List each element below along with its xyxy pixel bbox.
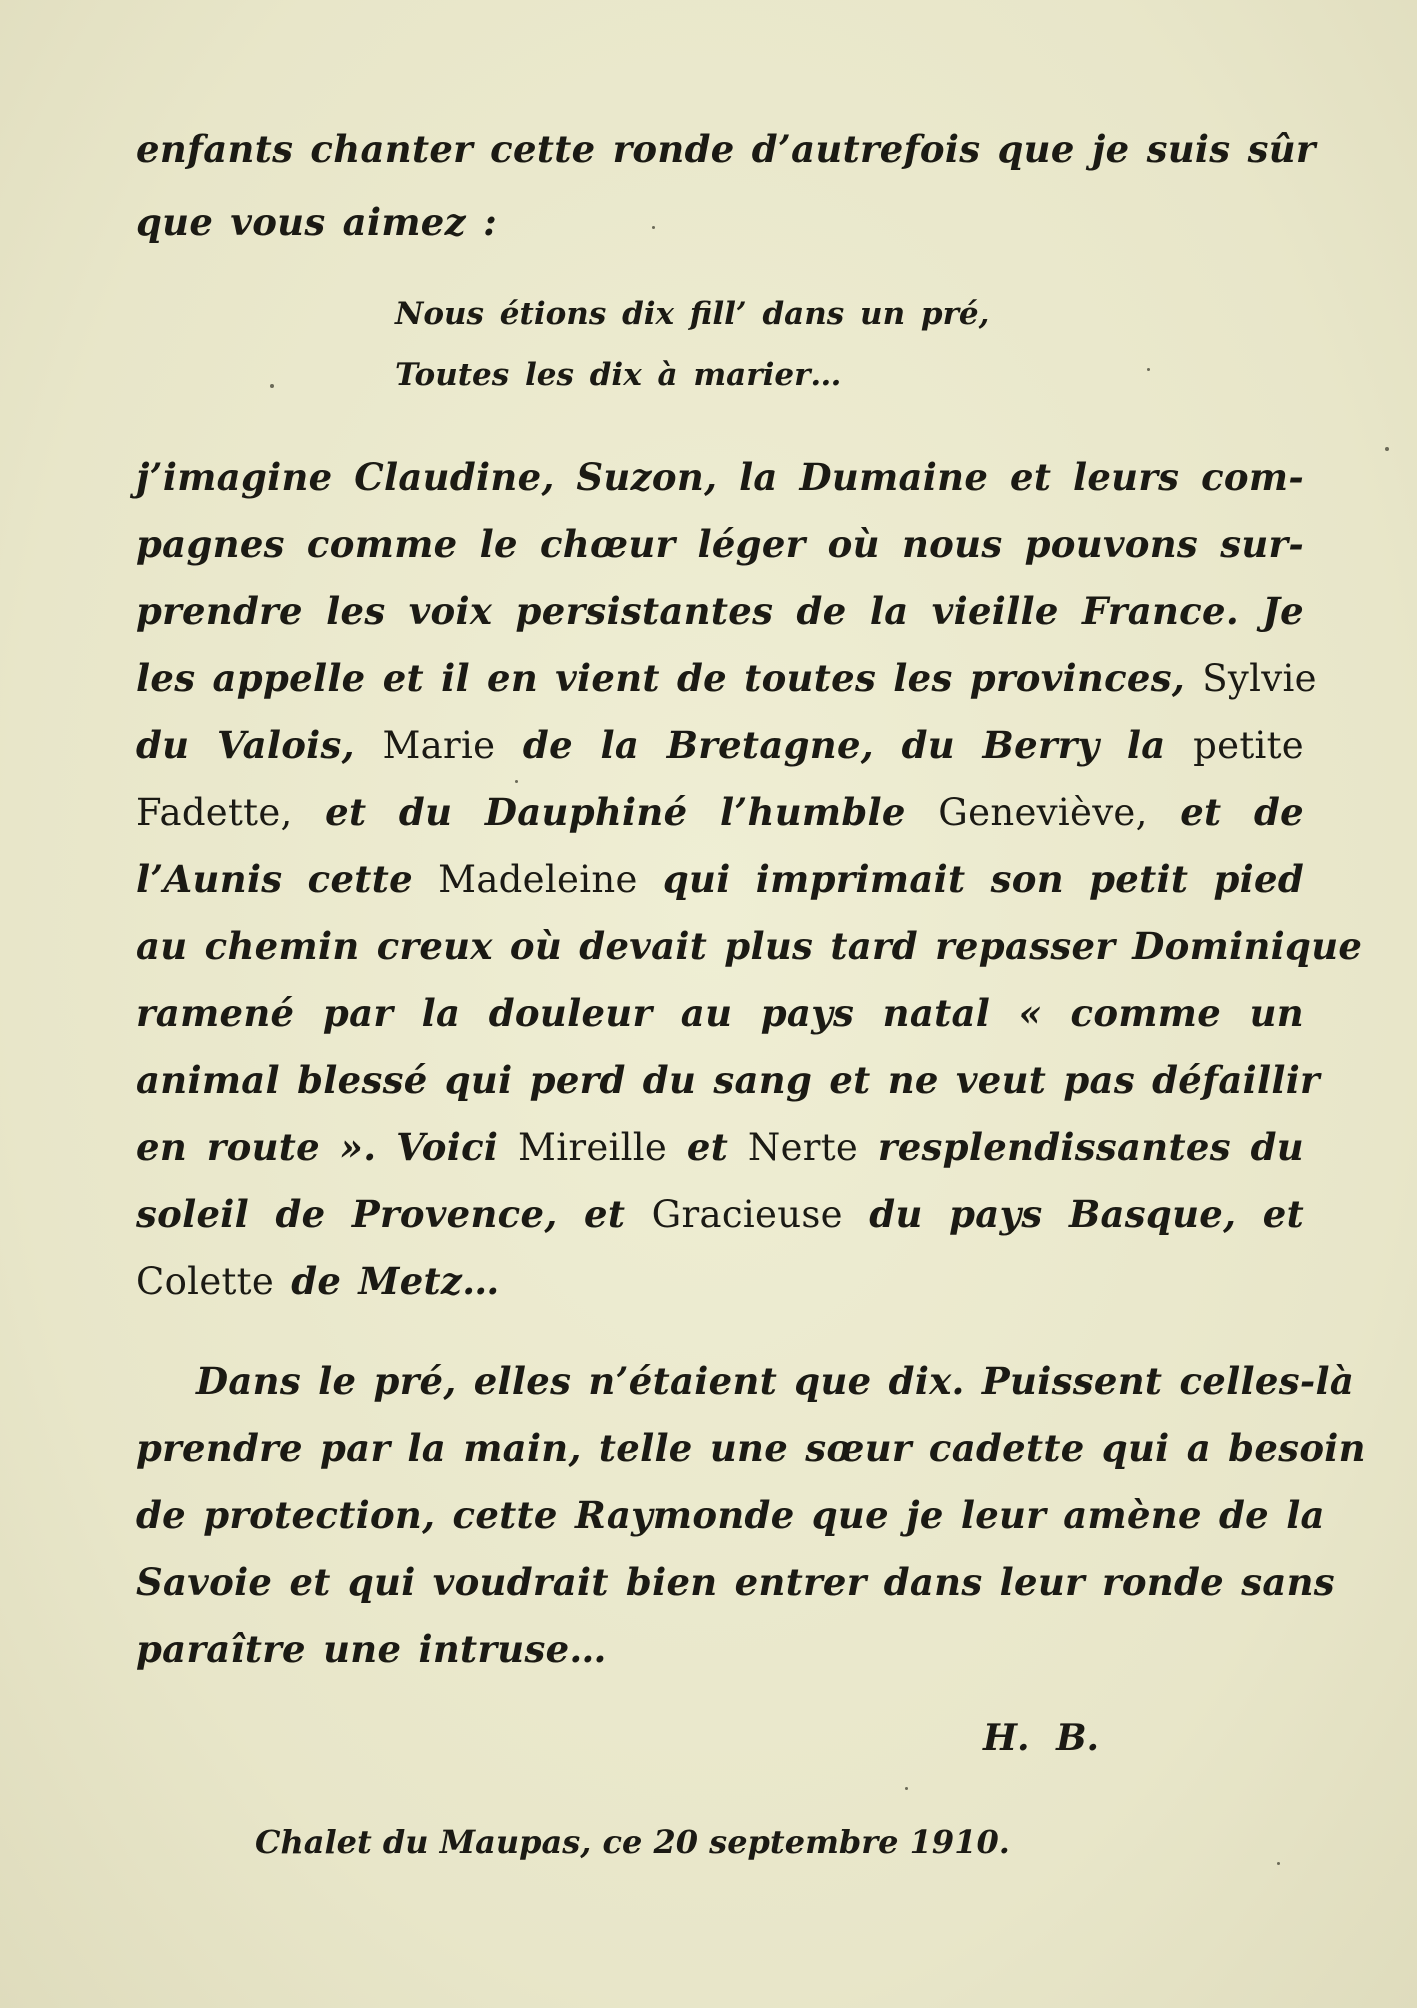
text-line: Dans le pré, elles n’étaient que dix. Puissent celles-là [196,1359,1355,1403]
text-fragment: du Valois, [136,723,383,767]
text-fragment: et du Dauphiné l’humble [292,790,939,834]
paper-speck [905,1787,908,1790]
name-upright: Fadette, [136,791,293,834]
paper-speck [1147,368,1150,371]
text-line [136,1192,1304,1236]
text-line [136,857,1304,901]
word-upright: petite [1193,724,1304,767]
text-fragment: l’Aunis cette [136,857,439,901]
text-line: paraître une intruse… [136,1627,607,1671]
text-fragment: de Metz… [274,1259,500,1303]
text-line: animal blessé qui perd du sang et ne veut pas défaillir [136,1058,1320,1102]
text-fragment: du pays Basque, et [842,1192,1305,1236]
text-line: enfants chanter cette ronde d’autrefois que je suis sûr [136,127,1316,171]
name-upright: Geneviève, [938,791,1148,834]
text-line: prendre les voix persistantes de la vieille France. Je [136,589,1304,633]
paper-speck [1277,1862,1280,1865]
verse-line: Toutes les dix à marier… [395,357,842,393]
name-upright: Mireille [518,1126,668,1169]
text-line [136,1259,500,1303]
text-line: pagnes comme le chœur léger où nous pouvons sur- [136,522,1304,566]
text-line: j’imagine Claudine, Suzon, la Dumaine et leurs com- [136,455,1304,499]
paper-speck [515,780,518,783]
text-line: ramené par la douleur au pays natal « comme un [136,991,1304,1035]
text-fragment: de la Bretagne, du Berry la [495,723,1194,767]
text-line: que vous aimez : [136,200,498,244]
text-line: au chemin creux où devait plus tard repasser Dominique [136,924,1363,968]
text-fragment: resplendissantes du [858,1125,1304,1169]
paper-speck [1385,447,1389,451]
name-upright: Marie [382,724,496,767]
text-fragment: en route ». Voici [136,1125,519,1169]
name-upright: Gracieuse [651,1193,843,1236]
verse-line: Nous étions dix fill’ dans un pré, [395,296,990,332]
name-upright: Colette [136,1260,275,1303]
dateline: Chalet du Maupas, ce 20 septembre 1910. [255,1823,1010,1861]
text-line: Savoie et qui voudrait bien entrer dans leur ronde sans [136,1560,1335,1604]
text-fragment: soleil de Provence, et [136,1192,652,1236]
paper-speck [270,384,274,388]
text-line [136,790,1304,834]
text-line: de protection, cette Raymonde que je leur amène de la [136,1493,1325,1537]
name-upright: Nerte [747,1126,859,1169]
text-fragment: et de [1147,790,1304,834]
text-line [136,723,1304,767]
text-line [136,656,1317,700]
text-line [136,1125,1304,1169]
name-upright: Madeleine [438,858,638,901]
text-fragment: qui imprimait son petit pied [637,857,1304,901]
paper-speck [652,226,655,229]
name-upright: Sylvie [1202,657,1317,700]
text-line: prendre par la main, telle une sœur cadette qui a besoin [136,1426,1366,1470]
text-fragment: les appelle et il en vient de toutes les provinces, [136,656,1203,700]
signature: H. B. [983,1717,1100,1759]
text-fragment: et [667,1125,748,1169]
